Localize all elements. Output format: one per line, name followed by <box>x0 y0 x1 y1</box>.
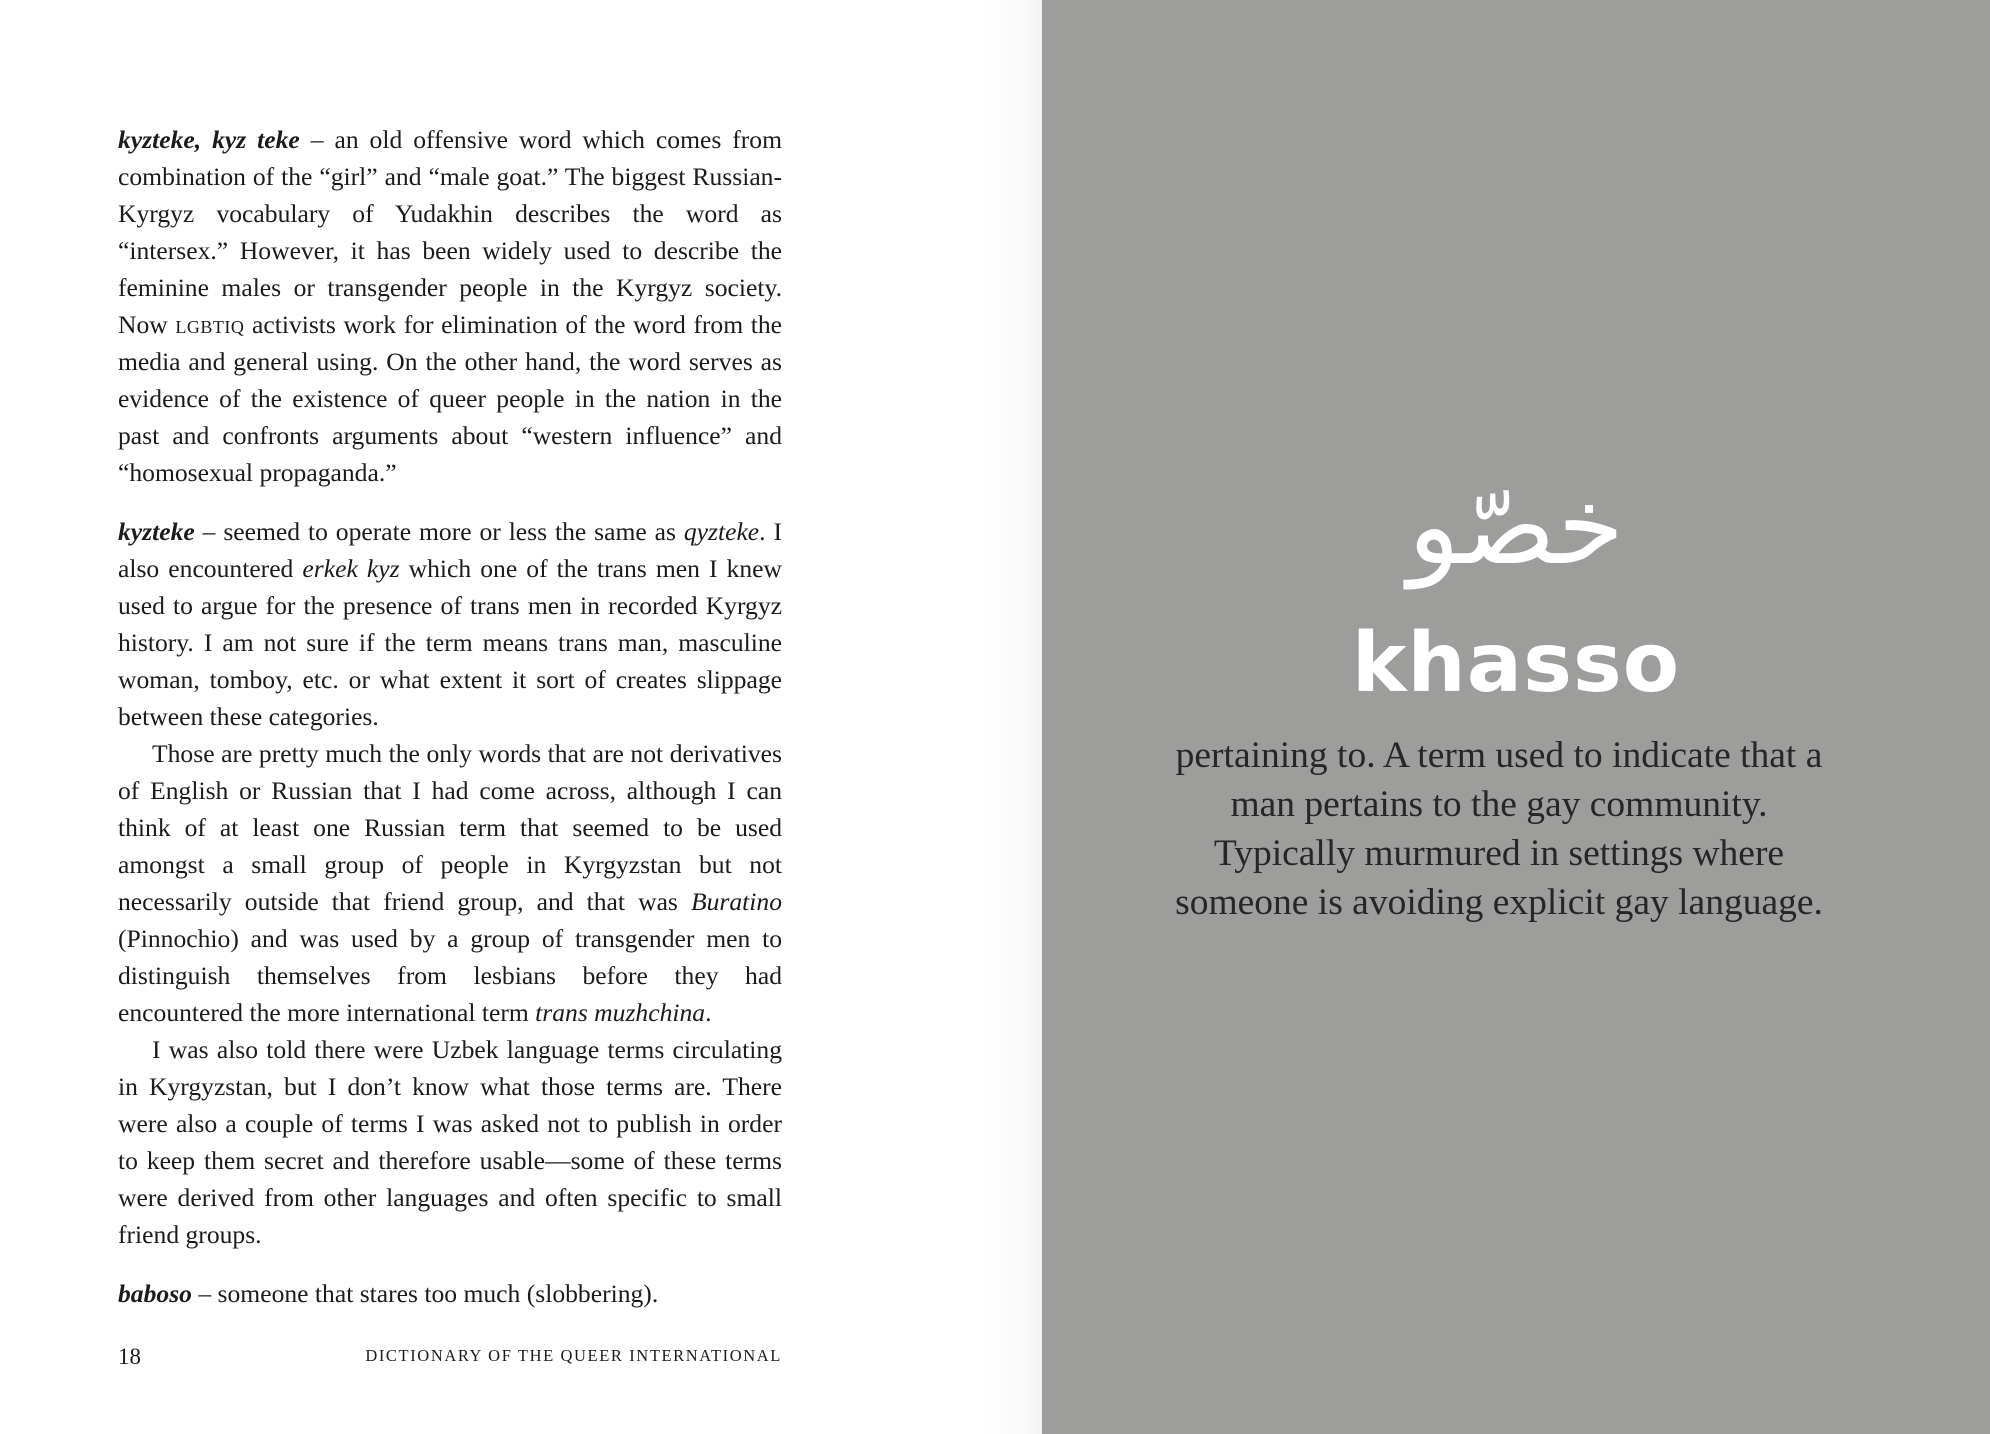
paragraph-text: Those are pretty much the only words that are not derivatives of English or Russian that I had come across, although I can think of at least one Russian term that seemed to be used amongst a small group of people in Kyrgyzstan but not necessarily outside that friend group, and that was <box>118 739 782 916</box>
paragraph-text: (Pinnochio) and was used by a group of transgender men to distinguish themselves from lesbians before they had encountered the more international term <box>118 924 782 1027</box>
paragraph-uzbek-terms <box>118 1031 782 1253</box>
running-head: DICTIONARY OF THE QUEER INTERNATIONAL <box>365 1346 782 1365</box>
entry-text: seemed to operate more or less the same as <box>223 517 684 546</box>
gutter-shadow <box>985 0 1042 1434</box>
entry-text: someone that stares too much (slobbering). <box>217 1279 659 1308</box>
page-number: 18 <box>118 1344 141 1369</box>
left-page-body <box>118 121 782 1312</box>
entry-kyzteke <box>118 513 782 735</box>
arabic-headword: خصّو <box>1407 464 1625 589</box>
italic-term: trans muzhchina <box>535 998 706 1027</box>
entry-term: kyzteke, kyz teke <box>118 125 300 154</box>
entry-dash: – <box>191 1279 218 1308</box>
italic-term: erkek kyz <box>302 554 400 583</box>
right-page <box>1042 0 1990 1434</box>
entry-kyzteke-kyz-teke <box>118 121 782 491</box>
entry-term: kyzteke <box>118 517 195 546</box>
entry-term: baboso <box>118 1279 192 1308</box>
acronym-lgbtiq: lgbtiq <box>175 310 245 339</box>
entry-text: an old offensive word which comes from combination of the “girl” and “male goat.” The biggest Russian-Kyrgyz vocabulary of Yudakhin describes the word as “intersex.” However, it has been widely used to describe the feminine males or transgender people in the Kyrgyz society. Now <box>118 125 782 339</box>
paragraph-buratino <box>118 735 782 1031</box>
entry-text: which one of the trans men I knew used to argue for the presence of trans men in recorded Kyrgyz history. I am not sure if the term means trans man, masculine woman, tomboy, etc. or what extent it sort of creates slippage between these categories. <box>118 554 782 731</box>
italic-term: qyzteke <box>683 517 760 546</box>
italic-term: Buratino <box>690 887 782 916</box>
entry-text: activists work for elimination of the word from the media and general using. On the other hand, the word serves as evidence of the existence of queer people in the nation in the past and confronts arguments about “western influence” and “homosexual propaganda.” <box>118 310 783 487</box>
entry-text: . I also encountered <box>118 517 782 583</box>
paragraph-text: I was also told there were Uzbek language terms circulating in Kyrgyzstan, but I don’t know what those terms are. There were also a couple of terms I was asked not to publish in order to keep them secret and therefore usable—some of these terms were derived from other languages and often specific to small friend groups. <box>118 1035 782 1249</box>
definition: pertaining to. A term used to indicate that a man pertains to the gay community. Typically murmured in settings where someone is avoiding explicit gay language. <box>1175 735 1823 923</box>
entry-baboso <box>118 1275 782 1312</box>
headword: khasso <box>1351 616 1681 711</box>
entry-dash: – <box>194 517 224 546</box>
entry-dash: – <box>299 125 335 154</box>
paragraph-text: . <box>705 998 712 1027</box>
